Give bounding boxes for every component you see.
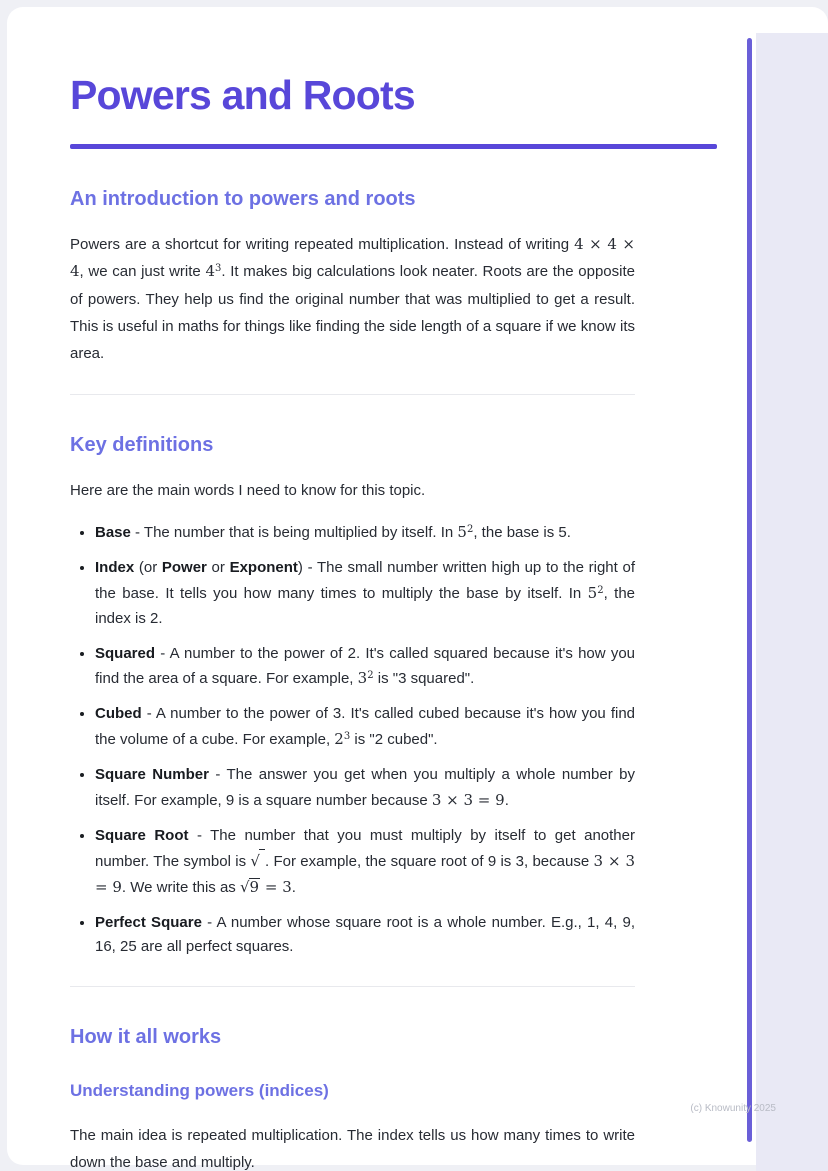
accent-line (747, 38, 752, 1142)
math-expression (358, 669, 374, 687)
heading-key-definitions: Key definitions (70, 433, 214, 456)
definition-item-perfect-square (95, 911, 635, 961)
text-segment: or (206, 558, 230, 576)
text-segment: , we can just write (79, 263, 206, 281)
text-segment: - A number to the power of 3. It's called cubed because it's how you find the volume of a cube. For example, (95, 705, 635, 749)
text-segment: . For example, the square root of 9 is 3, because (264, 852, 594, 870)
definition-item-square-number (95, 763, 635, 814)
math-expression (334, 730, 350, 748)
math-exponent: 3 (215, 263, 222, 275)
term: Cubed (95, 705, 142, 723)
heading-how-it-works: How it all works (70, 1026, 222, 1049)
math-expression: 4 × 4 × 4 (70, 235, 635, 281)
text-segment: - The number that is being multiplied by itself. In (130, 523, 458, 541)
term: Power (161, 558, 207, 576)
text-segment: . We write this as (121, 878, 240, 896)
term: Square Number (95, 766, 209, 784)
section-key-definitions (70, 433, 635, 961)
definition-item-cubed (95, 702, 635, 753)
term: Exponent (229, 558, 298, 576)
radical-symbol (250, 852, 265, 870)
math-exponent: 2 (597, 584, 604, 596)
heading-introduction: An introduction to powers and roots (70, 188, 416, 211)
text-segment: (or (134, 558, 162, 576)
term: Base (95, 523, 131, 541)
document-page (7, 7, 828, 1171)
radical-glyph: √ (250, 851, 260, 870)
text-segment: is "2 cubed". (350, 731, 438, 749)
math-expression: 3 × 3 = 9 (95, 851, 635, 896)
term: Index (95, 558, 135, 576)
definitions-list (70, 520, 635, 960)
text-segment: . (504, 791, 509, 809)
definition-item-squared (95, 642, 635, 693)
definition-item-base (95, 520, 635, 546)
math-exponent: 3 (343, 731, 351, 743)
document-content (70, 71, 635, 1171)
math-base: 3 (357, 669, 368, 688)
section-divider (70, 394, 635, 395)
definition-item-square-root (95, 824, 635, 901)
math-expression (588, 584, 604, 602)
title-underline-rule (70, 144, 717, 149)
text-segment: ) - The small number written high up to the right of the base. It tells you how many times to multiply the base by itself. In (95, 558, 636, 602)
math-expression (240, 878, 292, 896)
math-base: 5 (457, 522, 467, 541)
math-expression (205, 262, 221, 280)
how-paragraph: The main idea is repeated multiplication. The index tells us how many times to write down the base and multiply. (70, 1126, 635, 1171)
math-exponent: 2 (367, 670, 374, 682)
radicand: 9 (249, 877, 260, 896)
footer-watermark: (c) Knowunity 2025 (690, 1103, 776, 1114)
section-how-it-works (70, 1025, 635, 1171)
math-expression: 3 × 3 = 9 (431, 790, 505, 809)
intro-paragraph (70, 231, 635, 367)
radical-glyph: √ (239, 877, 250, 896)
section-introduction (70, 187, 635, 367)
text-segment: , the index is 2. (95, 584, 635, 627)
term: Squared (95, 644, 156, 662)
text-segment: , the base is 5. (473, 523, 571, 541)
text-segment: - The answer you get when you multiply a whole number by itself. For example, 9 is a square number because (95, 766, 635, 809)
side-strip (756, 33, 828, 1171)
math-base: 5 (587, 583, 598, 602)
math-exponent: 2 (466, 523, 474, 535)
subheading-understanding-powers: Understanding powers (indices) (70, 1081, 329, 1101)
definition-item-index (95, 556, 635, 632)
text-segment: - A number whose square root is a whole number. E.g., 1, 4, 9, 16, 25 are all perfect squares. (95, 913, 635, 956)
term: Square Root (95, 826, 189, 844)
text-segment: . It makes big calculations look neater. Roots are the opposite of powers. They help us find the original number that was multiplied to get a result. This is useful in maths for things like finding the side length of a square if we know its area. (70, 263, 635, 363)
text-segment: - The number that you must multiply by itself to get another number. The symbol is (95, 826, 635, 870)
math-base: 4 (205, 262, 215, 281)
text-segment: is "3 squared". (373, 670, 475, 688)
text-segment: Powers are a shortcut for writing repeated multiplication. Instead of writing (70, 236, 575, 254)
section-divider (70, 986, 635, 987)
math-base: 2 (334, 730, 344, 749)
math-expression (457, 523, 473, 541)
text-segment: . (291, 878, 296, 896)
page-title: Powers and Roots (70, 72, 415, 118)
definitions-lead: Here are the main words I need to know for this topic. (70, 481, 426, 499)
term: Perfect Square (95, 913, 202, 931)
math-rest: = 3 (260, 877, 292, 896)
text-segment: - A number to the power of 2. It's called squared because it's how you find the area of a square. For example, (95, 644, 635, 688)
